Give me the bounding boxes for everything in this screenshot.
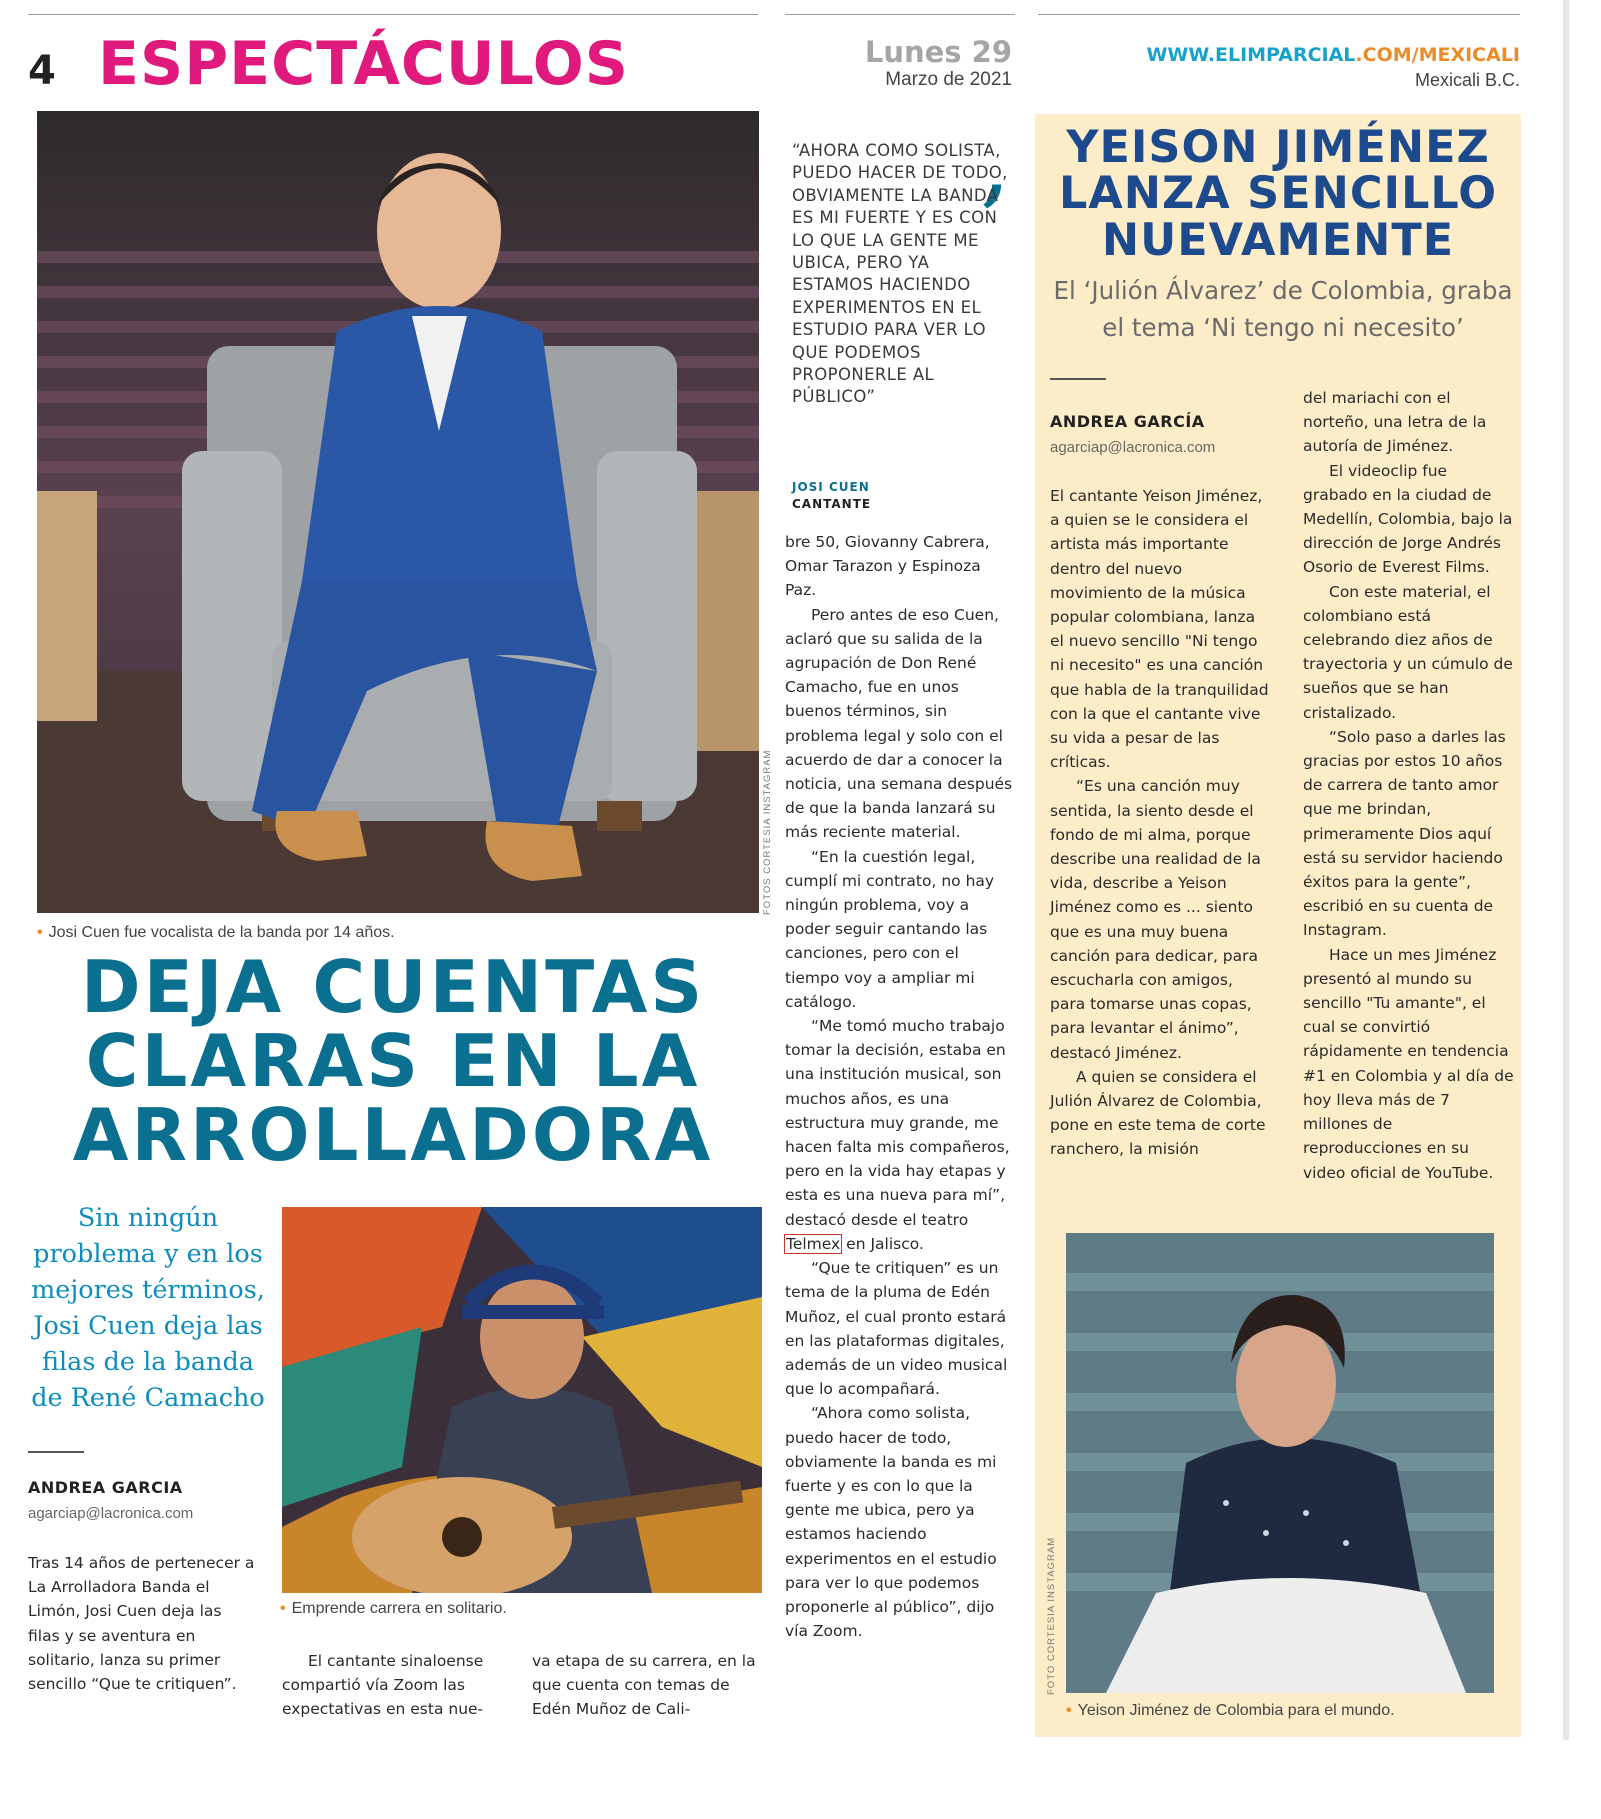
main-col1-text: Tras 14 años de pertenecer a La Arrolladora Banda el Limón, Josi Cuen deja las filas y se aventura en solitario, lanza su primer sencillo “Que te critiquen”. — [28, 1554, 255, 1694]
date-month: Marzo de 2021 — [885, 69, 1012, 90]
main-headline: DEJA CUENTAS CLARAS EN LA ARROLLADORA — [72, 945, 714, 1178]
main-col-2 — [282, 1649, 507, 1722]
guitar-photo — [282, 1207, 762, 1593]
photo1-caption — [37, 924, 395, 942]
sidebar-col1-p3: A quien se considera el Julión Álvarez de Colombia, pone en este tema de corte ranchero, la misión — [1050, 1067, 1266, 1159]
sidebar-col2-p5: Hace un mes Jiménez presentó al mundo su sencillo "Tu amante", el cual se convirtió rápidamente en tendencia #1 en Colombia y al día de hoy lleva más de 7 millones de reproducciones en su video oficial de YouTube. — [1303, 945, 1514, 1182]
site-url[interactable] — [1040, 44, 1520, 66]
main-col4-p1: bre 50, Giovanny Cabrera, Omar Tarazon y Espinoza Paz. — [785, 533, 990, 600]
telmex-highlight: Telmex — [786, 1234, 841, 1253]
sidebar-photo-caption — [1066, 1702, 1395, 1720]
photo1-caption-text: Josi Cuen fue vocalista de la banda por 14 años. — [48, 924, 395, 941]
author-rule-main — [28, 1451, 84, 1453]
photo2-caption — [280, 1600, 507, 1618]
page-number: 4 — [28, 48, 56, 94]
josi-cuen-photo — [37, 111, 759, 913]
main-deck: Sin ningún problema y en los mejores términos, Josi Cuen deja las filas de la banda de René Camacho — [31, 1203, 265, 1413]
photo-credit-main: FOTOS CORTESIA INSTAGRAM — [762, 749, 773, 915]
sidebar-col-2 — [1303, 386, 1515, 1185]
sidebar-col2-p2: El videoclip fue grabado en la ciudad de Medellín, Colombia, bajo la dirección de Jorge Andrés Osorio de Everest Films. — [1303, 461, 1513, 577]
date-day: Lunes 29 — [864, 35, 1012, 69]
sidebar-headline: YEISON JIMÉNEZ LANZA SENCILLO NUEVAMENTE — [1058, 122, 1498, 266]
sidebar-author: ANDREA GARCÍA — [1050, 412, 1205, 431]
site-url-domain: WWW.ELIMPARCIAL — [1146, 44, 1356, 66]
main-col3-text: va etapa de su carrera, en la que cuenta con temas de Edén Muñoz de Cali- — [532, 1652, 756, 1719]
top-rule-middle — [785, 14, 1015, 15]
main-col4-p4a: “Me tomó mucho trabajo tomar la decisión, estaba en una institución musical, son muchos años, es una estructura muy grande, me hacen falta mis compañeros, pero en la vida hay etapas y esta es una nueva para mí”, destacó desde el teatro — [785, 1017, 1010, 1229]
quote-mark-icon: , — [980, 106, 1011, 218]
main-col-3 — [532, 1649, 760, 1722]
section-title: ESPECTÁCULOS — [98, 29, 629, 99]
photo2-caption-text: Emprende carrera en solitario. — [291, 1600, 507, 1617]
main-col4-p3: “En la cuestión legal, cumplí mi contrato, no hay ningún problema, voy a poder seguir cantando las canciones, pero con el tiempo voy a ampliar mi catálogo. — [785, 847, 995, 1011]
main-email[interactable]: agarciap@lacronica.com — [28, 1505, 194, 1522]
sidebar-col1-p2: “Es una canción muy sentida, la siento desde el fondo de mi alma, porque describe una realidad de la vida, describe a Yeison Jiménez como es ... siento que es una muy buena canción para dedicar, para escucharla con amigos, para tomarse unas copas, para levantar el ánimo”, destacó Jiménez. — [1050, 777, 1261, 1062]
main-col-4 — [785, 530, 1015, 1643]
top-rule-right — [1038, 14, 1520, 15]
sidebar-col2-p4: “Solo paso a darles las gracias por estos 10 años de carrera de tanto amor que me brindan, primeramente Dios aquí está su servidor haciendo éxitos para la gente”, escribió en su cuenta de Instagram. — [1303, 727, 1506, 940]
page-edge — [1563, 0, 1569, 1740]
site-url-path: .COM/MEXICALI — [1355, 44, 1520, 66]
caption-bullet-icon: • — [37, 924, 43, 941]
guitar-photo-art — [282, 1207, 762, 1593]
sidebar-col2-p3: Con este material, el colombiano está celebrando diez años de trayectoria y un cúmulo de sueños que se han cristalizado. — [1303, 582, 1513, 722]
sidebar-col-1 — [1050, 484, 1272, 1162]
main-col4-p4 — [785, 1014, 1015, 1256]
main-col-1 — [28, 1551, 256, 1696]
main-col4-p5: “Que te critiquen” es un tema de la pluma de Edén Muñoz, el cual pronto estará en las plataformas digitales, además de un video musical que lo acompañará. — [785, 1259, 1008, 1399]
sidebar-photo-caption-text: Yeison Jiménez de Colombia para el mundo. — [1077, 1702, 1395, 1719]
photo-credit-sidebar: FOTO CORTESIA INSTAGRAM — [1046, 1536, 1057, 1695]
main-col4-p6: “Ahora como solista, puedo hacer de todo, obviamente la banda es mi fuerte y es con lo que la gente me ubica, pero ya estamos haciendo experimentos en el estudio para ver lo que podemos proponerle al público”, dijo vía Zoom. — [785, 1404, 997, 1641]
city-label: Mexicali B.C. — [1414, 70, 1520, 90]
caption-bullet-icon-2: • — [280, 1600, 286, 1617]
sidebar-deck: El ‘Julión Álvarez’ de Colombia, graba el tema ‘Ni tengo ni necesito’ — [1053, 276, 1513, 342]
sidebar-email[interactable]: agarciap@lacronica.com — [1050, 439, 1216, 456]
pull-quote-name: JOSI CUEN — [792, 480, 870, 494]
sidebar-col2-p1: del mariachi con el norteño, una letra de la autoría de Jiménez. — [1303, 389, 1487, 456]
yeison-photo-art — [1066, 1233, 1494, 1693]
main-author: ANDREA GARCIA — [28, 1478, 183, 1497]
top-rule-left — [28, 14, 758, 15]
main-col4-p4b: en Jalisco. — [846, 1234, 924, 1253]
pull-quote: “AHORA COMO SOLISTA, PUEDO HACER DE TODO, OBVIAMENTE LA BANDA ES MI FUERTE Y ES CON LO QUE LA GENTE ME UBICA, PERO YA ESTAMOS HACIENDO EXPERIMENTOS EN EL ESTUDIO PARA VER LO QUE PODEMOS PROPONERLE AL PÚBLICO” — [792, 141, 1008, 407]
main-col4-p2: Pero antes de eso Cuen, aclaró que su salida de la agrupación de Don René Camacho, fue en unos buenos términos, sin problema legal y solo con el acuerdo de dar a conocer la noticia, una semana después de que la banda lanzará su más reciente material. — [785, 605, 1013, 842]
caption-bullet-icon-3: • — [1066, 1702, 1072, 1719]
pull-quote-role: CANTANTE — [792, 497, 872, 511]
yeison-photo — [1066, 1233, 1494, 1693]
author-rule-sidebar — [1050, 378, 1106, 380]
josi-cuen-photo-art — [37, 111, 759, 913]
sidebar-col1-p1: El cantante Yeison Jiménez, a quien se le considera el artista más importante dentro del nuevo movimiento de la música popular colombiana, lanza el nuevo sencillo "Ni tengo ni necesito" es una canción que habla de la tranquilidad con la que el cantante vive su vida a pesar de las críticas. — [1050, 487, 1269, 772]
main-col2-text: El cantante sinaloense compartió vía Zoom las expectativas en esta nue- — [282, 1652, 484, 1719]
